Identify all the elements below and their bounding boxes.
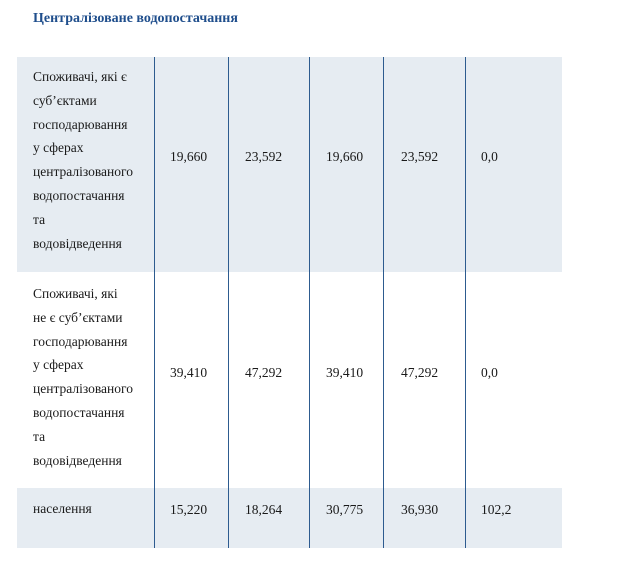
column-divider xyxy=(383,57,384,548)
row-label-line: та xyxy=(33,428,46,444)
table-cell: 19,660 xyxy=(170,149,208,164)
row-label-line: у сферах xyxy=(33,357,84,373)
table-cell: 39,410 xyxy=(326,365,364,380)
row-label-line: у сферах xyxy=(33,140,84,156)
row-label-line: централізованого xyxy=(33,381,133,397)
row-label-line: населення xyxy=(33,501,92,516)
table-cell: 36,930 xyxy=(401,502,439,517)
row-label xyxy=(33,497,151,521)
table-cell: 15,220 xyxy=(170,502,208,517)
row-label-line: централізованого xyxy=(33,164,133,180)
table-cell: 18,264 xyxy=(245,502,283,517)
table-cell: 23,592 xyxy=(401,149,439,164)
column-divider xyxy=(309,57,310,548)
row-label-line: не є суб’єктами xyxy=(33,309,123,325)
row-label-line: водопостачання xyxy=(33,404,125,420)
column-divider xyxy=(154,57,155,548)
table-cell: 102,2 xyxy=(481,502,512,517)
table-cell: 30,775 xyxy=(326,502,364,517)
table-cell: 47,292 xyxy=(401,365,439,380)
table-cell: 39,410 xyxy=(170,365,208,380)
table-cell: 47,292 xyxy=(245,365,283,380)
row-label xyxy=(33,65,151,255)
row-label-line: господарювання xyxy=(33,116,128,132)
row-label-line: Споживачі, які xyxy=(33,286,118,301)
table-cell: 0,0 xyxy=(481,365,498,380)
row-label-line: Споживачі, які є xyxy=(33,69,127,84)
row-label-line: та xyxy=(33,211,46,227)
table-cell: 0,0 xyxy=(481,149,498,164)
row-label-line: суб’єктами xyxy=(33,92,97,108)
row-label-line: водопостачання xyxy=(33,187,125,203)
section-heading: Централізоване водопостачання xyxy=(33,11,238,26)
column-divider xyxy=(465,57,466,548)
row-label xyxy=(33,282,151,472)
row-label-line: водовідведення xyxy=(33,452,122,468)
row-label-line: водовідведення xyxy=(33,235,122,251)
column-divider xyxy=(228,57,229,548)
row-label-line: господарювання xyxy=(33,333,128,349)
table-cell: 23,592 xyxy=(245,149,283,164)
table-cell: 19,660 xyxy=(326,149,364,164)
